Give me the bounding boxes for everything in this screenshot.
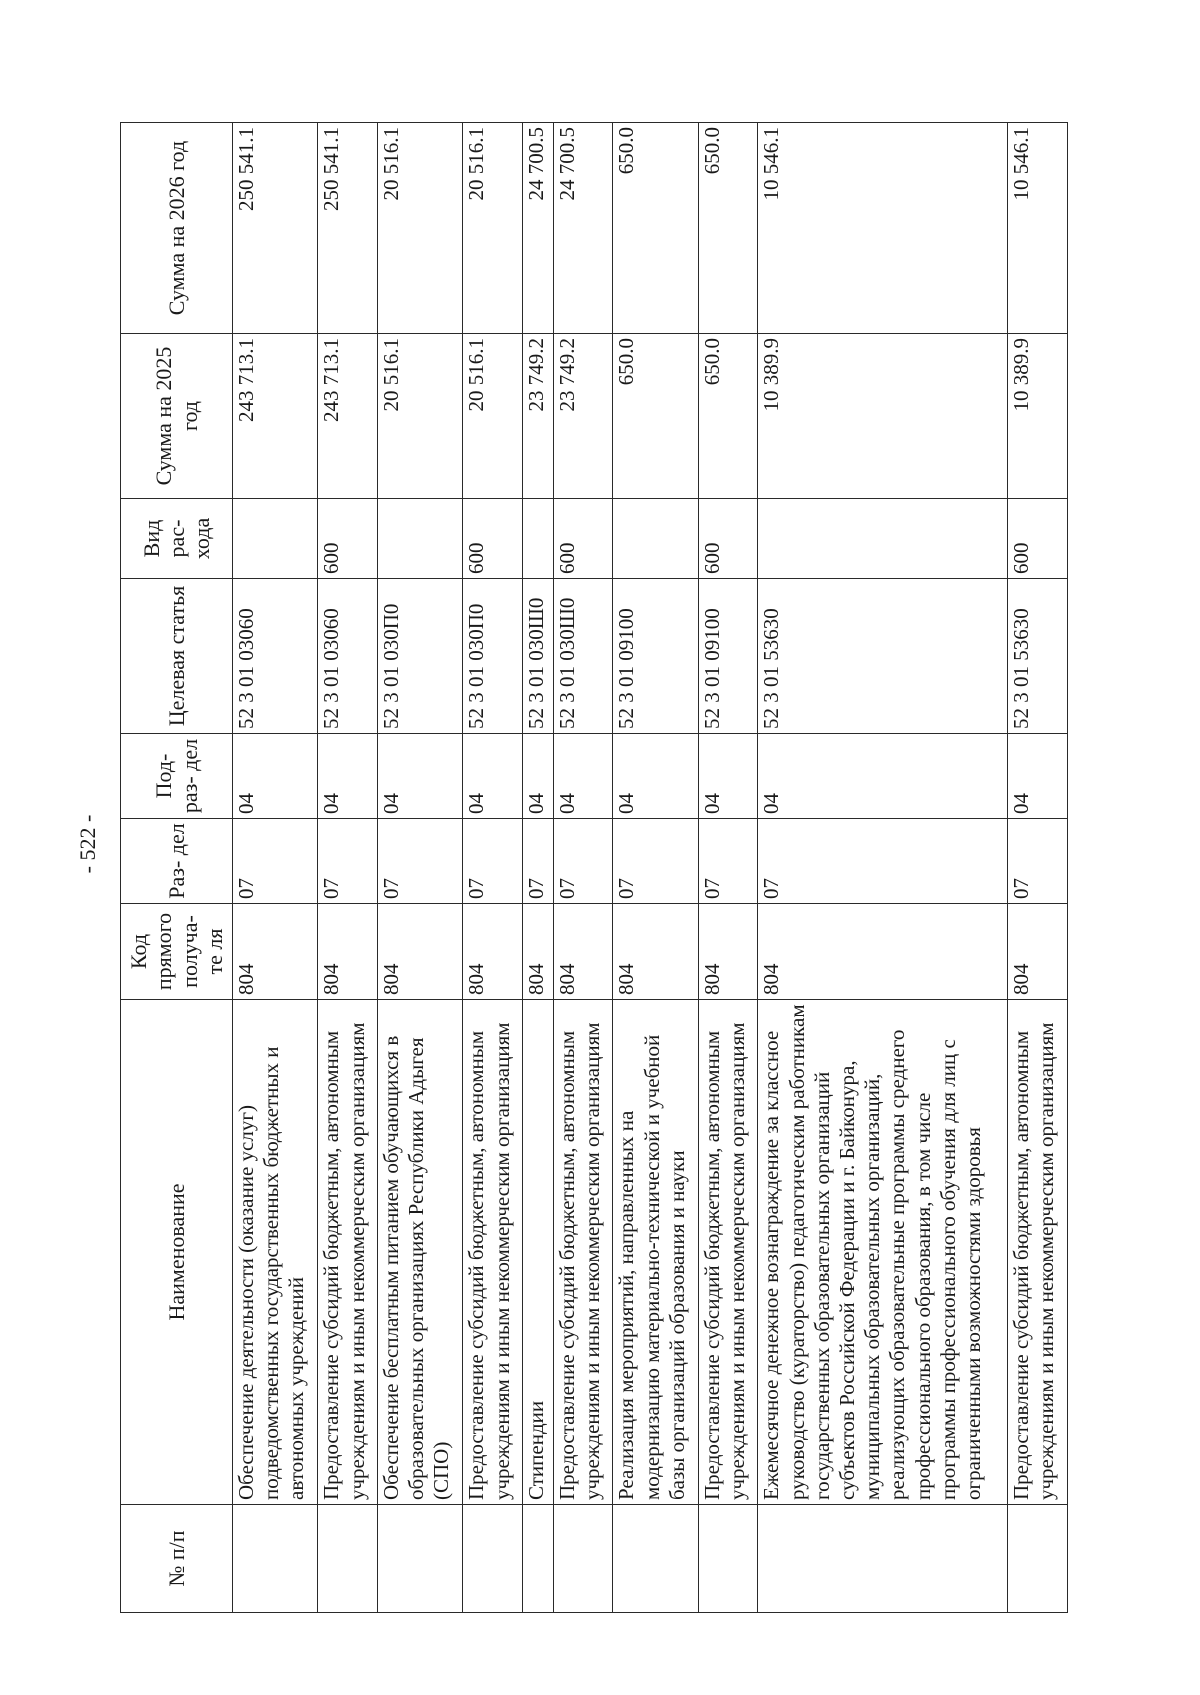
cell-sum-2026: 24 700.5 <box>523 123 554 334</box>
budget-table <box>120 122 1068 1613</box>
cell-expense-type: 600 <box>698 499 758 579</box>
cell-section: 07 <box>463 819 523 904</box>
header-sum-2026: Сумма на 2026 год <box>121 123 233 334</box>
cell-num <box>233 1505 318 1613</box>
cell-name: Предоставление субсидий бюджетным, автономным учреждениям и иным некоммерческим организациям <box>698 1000 758 1505</box>
cell-sum-2025: 650.0 <box>613 334 698 499</box>
cell-sum-2025: 10 389.9 <box>1008 334 1068 499</box>
cell-section: 07 <box>553 819 613 904</box>
cell-expense-type <box>758 499 1008 579</box>
table-row <box>463 123 523 1613</box>
cell-expense-type: 600 <box>553 499 613 579</box>
cell-name: Стипендии <box>523 1000 554 1505</box>
cell-sum-2026: 650.0 <box>698 123 758 334</box>
cell-num <box>698 1505 758 1613</box>
cell-target: 52 3 01 09100 <box>698 579 758 734</box>
cell-target: 52 3 01 03060 <box>318 579 378 734</box>
cell-target: 52 3 01 03060 <box>233 579 318 734</box>
cell-subsection: 04 <box>1008 734 1068 819</box>
cell-recipient: 804 <box>698 904 758 1000</box>
table-row <box>698 123 758 1613</box>
table-header-row <box>121 123 233 1613</box>
cell-expense-type: 600 <box>463 499 523 579</box>
cell-num <box>523 1505 554 1613</box>
cell-section: 07 <box>613 819 698 904</box>
cell-sum-2026: 10 546.1 <box>758 123 1008 334</box>
cell-name: Ежемесячное денежное вознаграждение за классное руководство (кураторство) педагогическим работникам государственных образовательных организаций субъектов Российской Федерации и г. Байконура, муниципальных образовательных организаций, реализующих образовательные программы среднего профессионального образования, в том числе программы профессионального обучения для лиц с ограниченными возможностями здоровья <box>758 1000 1008 1505</box>
cell-name: Обеспечение деятельности (оказание услуг) подведомственных государственных бюджетных и автономных учреждений <box>233 1000 318 1505</box>
cell-sum-2025: 243 713.1 <box>318 334 378 499</box>
cell-section: 07 <box>378 819 463 904</box>
cell-expense-type: 600 <box>318 499 378 579</box>
cell-target: 52 3 01 53630 <box>1008 579 1068 734</box>
cell-num <box>758 1505 1008 1613</box>
cell-sum-2025: 10 389.9 <box>758 334 1008 499</box>
cell-subsection: 04 <box>553 734 613 819</box>
page-number: - 522 - <box>75 814 100 874</box>
table-row <box>318 123 378 1613</box>
table-row <box>233 123 318 1613</box>
cell-recipient: 804 <box>613 904 698 1000</box>
cell-num <box>1008 1505 1068 1613</box>
cell-target: 52 3 01 030П0 <box>378 579 463 734</box>
header-sum-2025: Сумма на 2025 год <box>121 334 233 499</box>
cell-num <box>378 1505 463 1613</box>
cell-target: 52 3 01 030П0 <box>463 579 523 734</box>
cell-subsection: 04 <box>463 734 523 819</box>
cell-subsection: 04 <box>233 734 318 819</box>
cell-sum-2025: 243 713.1 <box>233 334 318 499</box>
header-name: Наименование <box>121 1000 233 1505</box>
cell-sum-2025: 20 516.1 <box>463 334 523 499</box>
cell-subsection: 04 <box>758 734 1008 819</box>
cell-expense-type <box>523 499 554 579</box>
table-row <box>378 123 463 1613</box>
cell-sum-2026: 24 700.5 <box>553 123 613 334</box>
cell-section: 07 <box>698 819 758 904</box>
cell-subsection: 04 <box>613 734 698 819</box>
table-row <box>523 123 554 1613</box>
cell-target: 52 3 01 09100 <box>613 579 698 734</box>
rotated-table-container <box>120 123 1068 1613</box>
cell-sum-2025: 23 749.2 <box>523 334 554 499</box>
cell-sum-2025: 20 516.1 <box>378 334 463 499</box>
cell-subsection: 04 <box>698 734 758 819</box>
cell-sum-2026: 20 516.1 <box>463 123 523 334</box>
cell-name: Обеспечение бесплатным питанием обучающихся в образовательных организациях Республики Адыгея (СПО) <box>378 1000 463 1505</box>
cell-sum-2026: 20 516.1 <box>378 123 463 334</box>
cell-sum-2025: 650.0 <box>698 334 758 499</box>
cell-sum-2025: 23 749.2 <box>553 334 613 499</box>
cell-recipient: 804 <box>523 904 554 1000</box>
header-section: Раз- дел <box>121 819 233 904</box>
cell-recipient: 804 <box>233 904 318 1000</box>
cell-expense-type <box>378 499 463 579</box>
table-row <box>613 123 698 1613</box>
table-row <box>1008 123 1068 1613</box>
cell-recipient: 804 <box>378 904 463 1000</box>
cell-num <box>463 1505 523 1613</box>
cell-subsection: 04 <box>318 734 378 819</box>
cell-recipient: 804 <box>758 904 1008 1000</box>
table-row <box>553 123 613 1613</box>
cell-name: Предоставление субсидий бюджетным, автономным учреждениям и иным некоммерческим организациям <box>553 1000 613 1505</box>
cell-section: 07 <box>1008 819 1068 904</box>
cell-recipient: 804 <box>318 904 378 1000</box>
header-num: № п/п <box>121 1505 233 1613</box>
cell-subsection: 04 <box>523 734 554 819</box>
cell-section: 07 <box>758 819 1008 904</box>
table-row <box>758 123 1008 1613</box>
cell-sum-2026: 10 546.1 <box>1008 123 1068 334</box>
cell-sum-2026: 250 541.1 <box>318 123 378 334</box>
header-subsection: Под- раз- дел <box>121 734 233 819</box>
cell-num <box>553 1505 613 1613</box>
cell-target: 52 3 01 030Ш0 <box>553 579 613 734</box>
cell-recipient: 804 <box>1008 904 1068 1000</box>
cell-expense-type <box>233 499 318 579</box>
cell-name: Реализация мероприятий, направленных на модернизацию материально-технической и учебной базы организаций образования и науки <box>613 1000 698 1505</box>
cell-num <box>318 1505 378 1613</box>
cell-num <box>613 1505 698 1613</box>
cell-expense-type: 600 <box>1008 499 1068 579</box>
cell-subsection: 04 <box>378 734 463 819</box>
header-target: Целевая статья <box>121 579 233 734</box>
cell-recipient: 804 <box>463 904 523 1000</box>
cell-name: Предоставление субсидий бюджетным, автономным учреждениям и иным некоммерческим организациям <box>463 1000 523 1505</box>
cell-sum-2026: 650.0 <box>613 123 698 334</box>
cell-section: 07 <box>233 819 318 904</box>
header-recipient: Код прямого получа-те ля <box>121 904 233 1000</box>
cell-name: Предоставление субсидий бюджетным, автономным учреждениям и иным некоммерческим организациям <box>1008 1000 1068 1505</box>
cell-recipient: 804 <box>553 904 613 1000</box>
cell-section: 07 <box>318 819 378 904</box>
cell-sum-2026: 250 541.1 <box>233 123 318 334</box>
cell-expense-type <box>613 499 698 579</box>
cell-section: 07 <box>523 819 554 904</box>
header-expense-type: Вид рас- хода <box>121 499 233 579</box>
cell-name: Предоставление субсидий бюджетным, автономным учреждениям и иным некоммерческим организациям <box>318 1000 378 1505</box>
cell-target: 52 3 01 53630 <box>758 579 1008 734</box>
cell-target: 52 3 01 030Ш0 <box>523 579 554 734</box>
